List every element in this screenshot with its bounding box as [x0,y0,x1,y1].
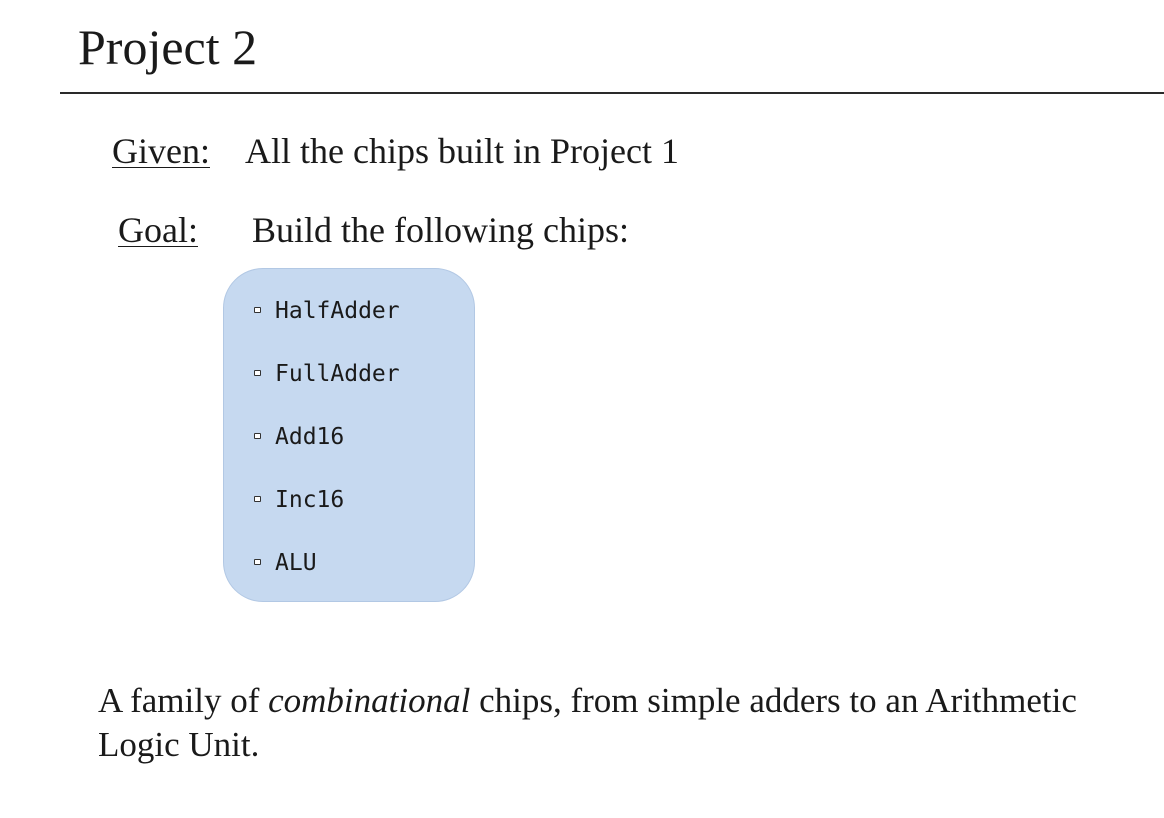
chip-name: Add16 [275,424,345,450]
chip-list-item [254,552,317,575]
goal-text: Build the following chips: [252,210,629,250]
chip-name: ALU [275,550,317,576]
summary-after: chips, from simple adders to an Arithmetic Logic Unit. [98,681,1077,764]
square-bullet-icon [254,307,261,313]
slide-title: Project 2 [78,19,258,75]
chip-name: HalfAdder [275,298,400,324]
square-bullet-icon [254,370,261,376]
chip-list-item [254,426,344,449]
chip-list-item [254,489,344,512]
chip-name: Inc16 [275,487,345,513]
title-divider [60,92,1164,94]
goal-label: Goal: [118,210,198,250]
square-bullet-icon [254,559,261,565]
square-bullet-icon [254,433,261,439]
square-bullet-icon [254,496,261,502]
given-text: All the chips built in Project 1 [245,131,679,171]
summary-text [98,679,1098,767]
summary-emphasis: combinational [268,681,471,720]
summary-before: A family of [98,681,269,720]
chip-list-item [254,300,400,323]
chip-list-item [254,363,400,386]
chip-name: FullAdder [275,361,400,387]
chip-list-box [223,268,475,602]
given-label: Given: [112,131,210,171]
